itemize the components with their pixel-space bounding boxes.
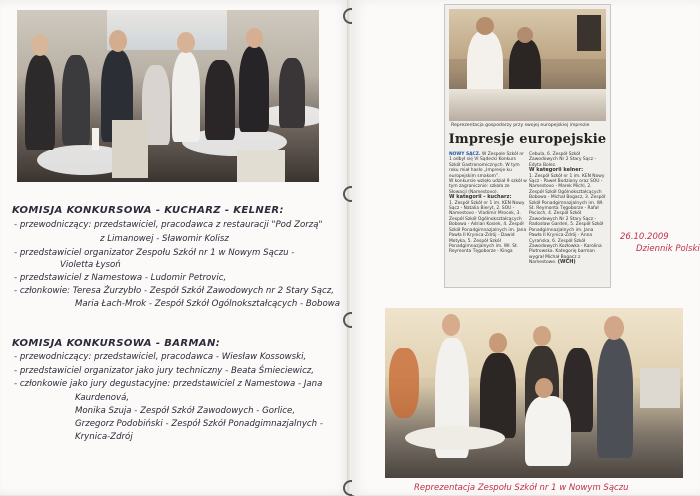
section1-heading: KOMISJA KONKURSOWA - KUCHARZ - KELNER: [12,205,284,216]
clipping-lead: NOWY SĄCZ. [449,152,481,157]
clipping-column-1 [449,152,527,255]
section2-heading: KOMISJA KONKURSOWA - BARMAN: [12,338,221,349]
section2-line: - członkowie jako jury degustacyjne: przedstawiciel z Namestowa - Jana [14,379,323,389]
clipping-subhead: W kategorii kelner: [529,167,584,174]
clipping-results: 1. Zespół Szkół nr 1 im. KEN Nowy Sącz - Paweł Bodziony oraz SOU - Namestovo - Marek Michl, 2. Zespół Szkół Ogólnokształcących Bobowa - Michał Bogacz, 3. Zespół Szkół Ponadgimnazjalnych im. Wł. St. Reymonta Tęgoborze - Rafał Pocisch, 4. Zespół Szkół Zawodowych Nr 2 Stary Sącz - Radosław Gardeń, 5. Zespół Szkół Ponadgimnazjalnych im. Jana Pawła II Krynica-Zdrój - Anna Cyrańska, 6. Zespół Szkół Zawodowych Kozłowka - Karolina Piotrowska. Kategorię barman wygrał Michał Bogacz z Namestowe. [529,173,606,266]
section2-line: Grzegorz Podobiński - Zespół Szkół Ponadgimnazjalnych - [75,419,323,429]
clipping-column-2 [529,152,607,266]
section1-line: - członkowie: Teresa Żurzybło - Zespół Szkół Zawodowych nr 2 Stary Sącz, [14,286,334,296]
clipping-results: 1. Zespół Szkół nr 1 im. KEN Nowy Sącz - Natalia Bieryt, 2. SOU - Namestovo - Vladimir Mrocek, 3. Zespół Szkół Ogólnokształcących Bobowa - Adrian Kosiek, 4. Zespół Szkół Ponadgimnazjalnych im. Jana Pawła II Krynica-Zdrój - Dawid Motyka, 5. Zespół Szkół Ponadgimnazjalnych im. Wł. St. Reymonta Tęgoborze - Kinga [449,200,527,255]
section1-line: - przewodniczący: przedstawiciel, pracodawca z restauracji "Pod Zorzą" [14,220,323,230]
clipping-intro: W Zespole Szkół nr 1 odbył się VI Sądecki Konkurs Szkół Gastronomicznych. W tym roku miał hasło „Impresje ku europejskim smakom”. [449,152,524,179]
clipping-photo [449,9,606,121]
section2-line: - przedstawiciel organizator jako jury techniczny - Beata Śmieciewicz, [14,366,315,376]
clipping-date-note: 26.10.2009 [620,232,669,242]
clipping-headline: Impresje europejskie [448,132,607,147]
section2-line: - przewodniczący: przedstawiciel, pracodawca - Wiesław Kossowski, [14,352,307,362]
section1-line: Violetta Łysoń [60,260,121,270]
clipping-body: W konkursie wzięło udział 9 szkół w tym zagranicznie: szkoła ze Słowacji (Namestovo). [449,179,527,195]
section2-line: Monika Szuja - Zespół Szkół Zawodowych - Gorlice, [75,406,296,416]
banquet-photo [17,10,319,182]
section2-line: Krynica-Zdrój [75,432,133,442]
clipping-intro: Cebula, 6. Zespół Szkół Zawodowych Nr 2 Stary Sącz - Edyta Bolez. [529,152,597,168]
bottom-photo-caption: Reprezentacja Zespołu Szkół nr 1 w Nowym Sączu [414,483,629,493]
newspaper-clipping [444,4,611,288]
clipping-caption: Reprezentacja gospodarzy przy swojej europejskiej imprezie [451,123,590,128]
clipping-signature: (WCH) [557,259,576,266]
section1-line: z Limanowej - Sławomir Kolisz [100,234,229,244]
left-page [0,0,350,495]
team-photo [385,308,683,478]
clipping-source-note: Dziennik Polski [636,244,700,254]
section1-line: Maria Łach-Mrok - Zespół Szkół Ogólnokształcących - Bobowa [75,299,341,309]
section1-line: - przedstawiciel z Namestowa - Ludomir Petrovic, [14,273,227,283]
section1-line: - przedstawiciel organizator Zespołu Szkół nr 1 w Nowym Sączu - [14,248,295,258]
clipping-subhead: W kategorii - kucharz: [449,194,512,201]
section2-line: Kaurdenová, [75,393,130,403]
